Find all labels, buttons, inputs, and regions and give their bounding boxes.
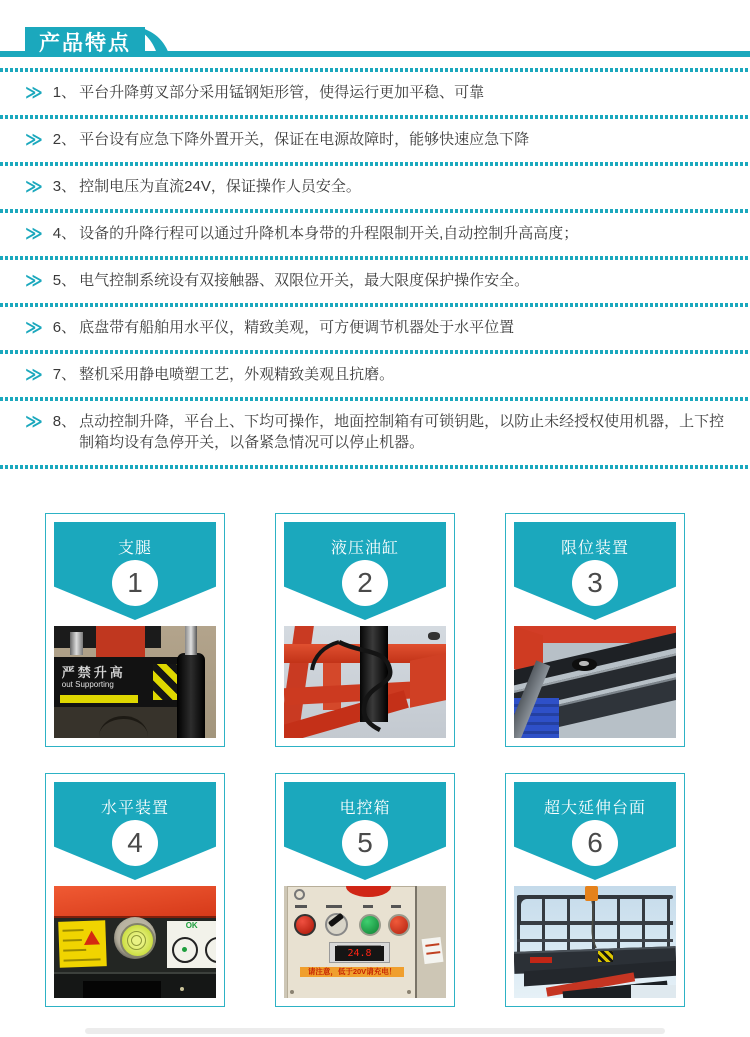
- charge-warning-strip: [300, 967, 404, 977]
- page-title: 产品特点: [25, 27, 145, 57]
- feature-number: 3、: [52, 178, 77, 195]
- ribbon-swoosh-icon: [133, 27, 173, 57]
- card-label: 超大延伸台面: [543, 800, 646, 817]
- photo-shape: [295, 905, 307, 908]
- photo-hydraulic-cylinder: [284, 626, 446, 738]
- card-number: 3: [572, 560, 618, 606]
- feature-number: 5、: [52, 272, 77, 289]
- card-label: 水平装置: [100, 800, 169, 817]
- photo-shape: [63, 958, 101, 961]
- photo-shape: [63, 949, 87, 952]
- photo-shape: [631, 985, 676, 998]
- photo-shape: [428, 632, 440, 640]
- warning-text-en: out Supporting: [61, 680, 114, 690]
- feature-item: [0, 260, 750, 300]
- feature-text: 控制电压为直流24V，保证操作人员安全。: [79, 178, 361, 195]
- photo-shape: [96, 626, 145, 660]
- card-row-2: [0, 773, 750, 1007]
- card-number: 4: [112, 820, 158, 866]
- feature-item: [0, 213, 750, 253]
- yellow-stripe: [60, 695, 138, 702]
- feature-number: 4、: [52, 225, 77, 242]
- card-limit-device: [505, 513, 685, 747]
- photo-shape: [182, 947, 187, 952]
- photo-shape: [70, 632, 83, 656]
- feature-text: 底盘带有船舶用水平仪，精致美观，可方便调节机器处于水平位置: [79, 319, 515, 336]
- green-button: [359, 914, 381, 936]
- card-banner: [284, 782, 446, 880]
- card-banner: [54, 782, 216, 880]
- door-gap-line: [415, 886, 417, 998]
- card-number: 6: [572, 820, 618, 866]
- hazard-sticker: [598, 951, 613, 962]
- pendant-control: [585, 886, 598, 901]
- feature-item: [0, 119, 750, 159]
- card-label: 限位装置: [560, 540, 629, 557]
- feature-list: [0, 72, 750, 469]
- feature-text: 平台设有应急下降外置开关，保证在电源故障时，能够快速应急下降: [79, 131, 530, 148]
- photo-shape: [426, 950, 440, 954]
- photo-shape: [205, 937, 216, 963]
- photo-shape: [62, 929, 83, 932]
- red-chassis-top: [54, 886, 216, 918]
- danger-triangle-icon: [84, 930, 100, 945]
- photo-shape: [83, 981, 161, 998]
- warning-text-cn: 严禁升高: [61, 665, 126, 681]
- double-chevron-icon: ≫: [25, 412, 43, 431]
- ok-label: OK: [185, 920, 198, 930]
- card-label: 液压油缸: [330, 540, 399, 557]
- red-button: [294, 914, 316, 936]
- card-banner: [514, 782, 676, 880]
- photo-level-device: [54, 886, 216, 998]
- photo-support-leg: [54, 626, 216, 738]
- voltmeter-value: 24.8: [335, 946, 384, 960]
- card-hydraulic-cylinder: [275, 513, 455, 747]
- card-banner: [514, 522, 676, 620]
- photo-limit-device: [514, 626, 676, 738]
- feature-number: 2、: [52, 131, 77, 148]
- card-control-box: [275, 773, 455, 1007]
- photo-shape: [426, 943, 440, 947]
- feature-text: 设备的升降行程可以通过升降机本身带的升程限制开关,自动控制升高高度；: [79, 225, 579, 242]
- photo-control-box: [284, 886, 446, 998]
- limit-switch-roller: [579, 661, 589, 667]
- feature-number: 1、: [52, 84, 77, 101]
- card-level-device: [45, 773, 225, 1007]
- feature-text: 点动控制升降，平台上、下均可操作，地面控制箱有可锁钥匙，以防止未经授权使用机器，上下控制箱均设有急停开关，以备紧急情况可以停止机器。: [79, 413, 725, 451]
- feature-item: [0, 166, 750, 206]
- support-leg-cylinder: [177, 653, 205, 738]
- warning-sticker: [58, 920, 107, 968]
- support-beam: [54, 657, 184, 706]
- photo-extended-platform: [514, 886, 676, 998]
- footer-divider: [85, 1028, 665, 1034]
- feature-item: [0, 72, 750, 112]
- photo-shape: [391, 905, 401, 908]
- dotted-separator: [0, 465, 750, 469]
- side-sticker: [422, 936, 444, 963]
- feature-item: [0, 354, 750, 394]
- feature-number: 6、: [52, 319, 77, 336]
- double-chevron-icon: ≫: [25, 224, 43, 243]
- photo-shape: [326, 905, 342, 908]
- card-banner: [54, 522, 216, 620]
- feature-text: 电气控制系统设有双接触器、双限位开关，最大限度保护操作安全。: [79, 272, 530, 289]
- double-chevron-icon: ≫: [25, 83, 43, 102]
- feature-number: 7、: [52, 366, 77, 383]
- double-chevron-icon: ≫: [25, 130, 43, 149]
- card-banner: [284, 522, 446, 620]
- card-support-leg: [45, 513, 225, 747]
- card-number: 2: [342, 560, 388, 606]
- card-row-1: [0, 513, 750, 747]
- card-number: 1: [112, 560, 158, 606]
- double-chevron-icon: ≫: [25, 271, 43, 290]
- voltmeter-frame: [329, 942, 389, 963]
- double-chevron-icon: ≫: [25, 318, 43, 337]
- feature-text: 平台升降剪叉部分采用锰钢矩形管，使得运行更加平稳、可靠: [79, 84, 485, 101]
- double-chevron-icon: ≫: [25, 177, 43, 196]
- feature-number: 8、: [52, 413, 77, 430]
- card-label: 电控箱: [339, 800, 391, 817]
- feature-item: [0, 401, 750, 462]
- charge-warning-text: 请注意，低于20V请充电！: [307, 967, 397, 977]
- section-header: [0, 27, 750, 65]
- feature-item: [0, 307, 750, 347]
- feature-text: 整机采用静电喷塑工艺，外观精致美观且抗磨。: [79, 366, 395, 383]
- ok-sticker: [167, 921, 216, 968]
- double-chevron-icon: ≫: [25, 365, 43, 384]
- photo-shape: [62, 939, 81, 942]
- card-number: 5: [342, 820, 388, 866]
- photo-shape: [363, 905, 373, 908]
- red-button: [388, 914, 410, 936]
- card-extended-platform: [505, 773, 685, 1007]
- red-sticker: [530, 957, 552, 963]
- hydraulic-hose: [284, 626, 444, 738]
- adjust-rod: [185, 626, 196, 655]
- card-label: 支腿: [117, 540, 152, 557]
